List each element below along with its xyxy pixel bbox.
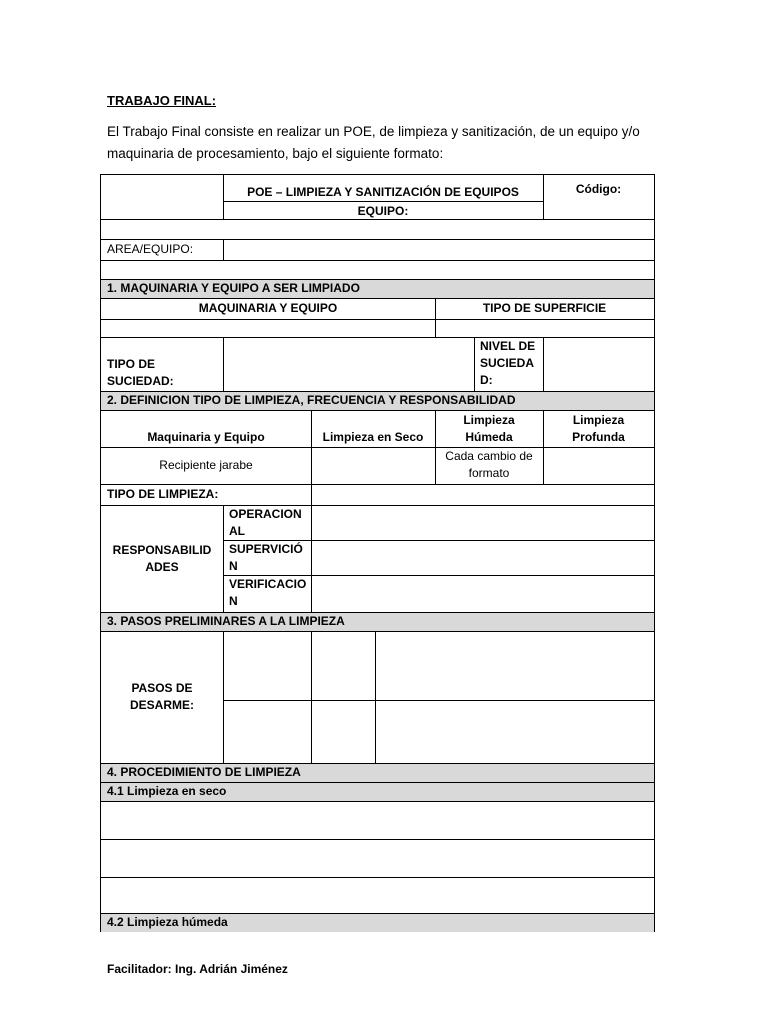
grid-line: [101, 319, 654, 320]
document-heading: TRABAJO FINAL:: [107, 93, 217, 108]
section-3-header: 3. PASOS PRELIMINARES A LA LIMPIEZA: [101, 612, 654, 631]
grid-line: [223, 239, 224, 260]
maquinaria-equipo-header: MAQUINARIA Y EQUIPO: [198, 301, 338, 315]
grid-line: [101, 410, 654, 411]
grid-line: [543, 175, 544, 219]
grid-line: [223, 337, 224, 391]
grid-line: [101, 631, 654, 632]
recipiente-jarabe: Recipiente jarabe: [159, 457, 253, 472]
pasos-desarme-label: PASOS DE DESARME:: [129, 681, 194, 712]
section-4-header: 4. PROCEDIMIENTO DE LIMPIEZA: [101, 763, 654, 782]
grid-line: [101, 219, 654, 220]
section-2-header: 2. DEFINICION TIPO DE LIMPIEZA, FRECUENCIA Y RESPONSABILIDAD: [101, 391, 654, 410]
grid-line: [223, 575, 654, 576]
grid-line: [101, 447, 654, 448]
col-limpieza-humeda: Limpieza Húmeda: [463, 413, 515, 444]
grid-line: [101, 505, 654, 506]
grid-line: [435, 298, 436, 337]
section-4-1-header: 4.1 Limpieza en seco: [101, 782, 654, 801]
area-equipo-label: AREA/EQUIPO:: [107, 242, 194, 256]
equipo-label: EQUIPO:: [357, 203, 409, 218]
grid-line: [223, 505, 224, 612]
supervicion-label: SUPERVICIÓN: [229, 542, 303, 573]
grid-line: [101, 239, 654, 240]
col-limpieza-profunda: Limpieza Profunda: [572, 413, 625, 444]
tipo-suciedad-label: TIPO DE SUCIEDAD:: [107, 357, 174, 388]
grid-line: [101, 839, 654, 840]
verificacion-label: VERIFICACION: [229, 577, 307, 608]
nivel-suciedad-label: NIVEL DE SUCIEDA D:: [480, 339, 536, 387]
poe-form: [100, 174, 655, 932]
grid-line: [543, 337, 544, 391]
grid-line: [101, 260, 654, 261]
grid-line: [223, 631, 224, 763]
codigo-label: Código:: [575, 181, 622, 196]
grid-line: [223, 700, 654, 701]
grid-line: [543, 410, 544, 484]
grid-line: [101, 801, 654, 802]
col-limpieza-seco: Limpieza en Seco: [322, 429, 424, 444]
grid-line: [223, 540, 654, 541]
grid-line: [101, 484, 654, 485]
grid-line: [311, 631, 312, 763]
grid-line: [223, 201, 543, 202]
grid-line: [101, 279, 654, 280]
grid-line: [311, 484, 312, 612]
section-1-header: 1. MAQUINARIA Y EQUIPO A SER LIMPIADO: [101, 279, 654, 298]
grid-line: [101, 298, 654, 299]
cada-cambio-formato: Cada cambio de formato: [445, 449, 533, 480]
grid-line: [474, 337, 475, 391]
grid-line: [101, 612, 654, 613]
grid-line: [101, 763, 654, 764]
grid-line: [223, 175, 224, 219]
grid-line: [435, 410, 436, 484]
grid-line: [101, 913, 654, 914]
grid-line: [101, 782, 654, 783]
grid-line: [101, 391, 654, 392]
grid-line: [311, 410, 312, 484]
facilitador-footer: Facilitador: Ing. Adrián Jiménez: [107, 962, 288, 976]
operacional-label: OPERACIONAL: [229, 507, 302, 538]
responsabilidades-label: RESPONSABILIDADES: [112, 542, 212, 574]
grid-line: [101, 877, 654, 878]
tipo-superficie-header: TIPO DE SUPERFICIE: [482, 301, 607, 315]
intro-paragraph: El Trabajo Final consiste en realizar un POE, de limpieza y sanitización, de un equipo y/o maquinaria de procesamiento, bajo el siguiente formato:: [107, 124, 640, 161]
col-maquinaria: Maquinaria y Equipo: [147, 429, 265, 444]
tipo-limpieza-label: TIPO DE LIMPIEZA:: [107, 487, 219, 501]
form-title: POE – LIMPIEZA Y SANITIZACIÓN DE EQUIPOS: [247, 184, 519, 199]
grid-line: [375, 631, 376, 763]
grid-line: [101, 337, 654, 338]
section-4-2-header: 4.2 Limpieza húmeda: [101, 913, 654, 932]
